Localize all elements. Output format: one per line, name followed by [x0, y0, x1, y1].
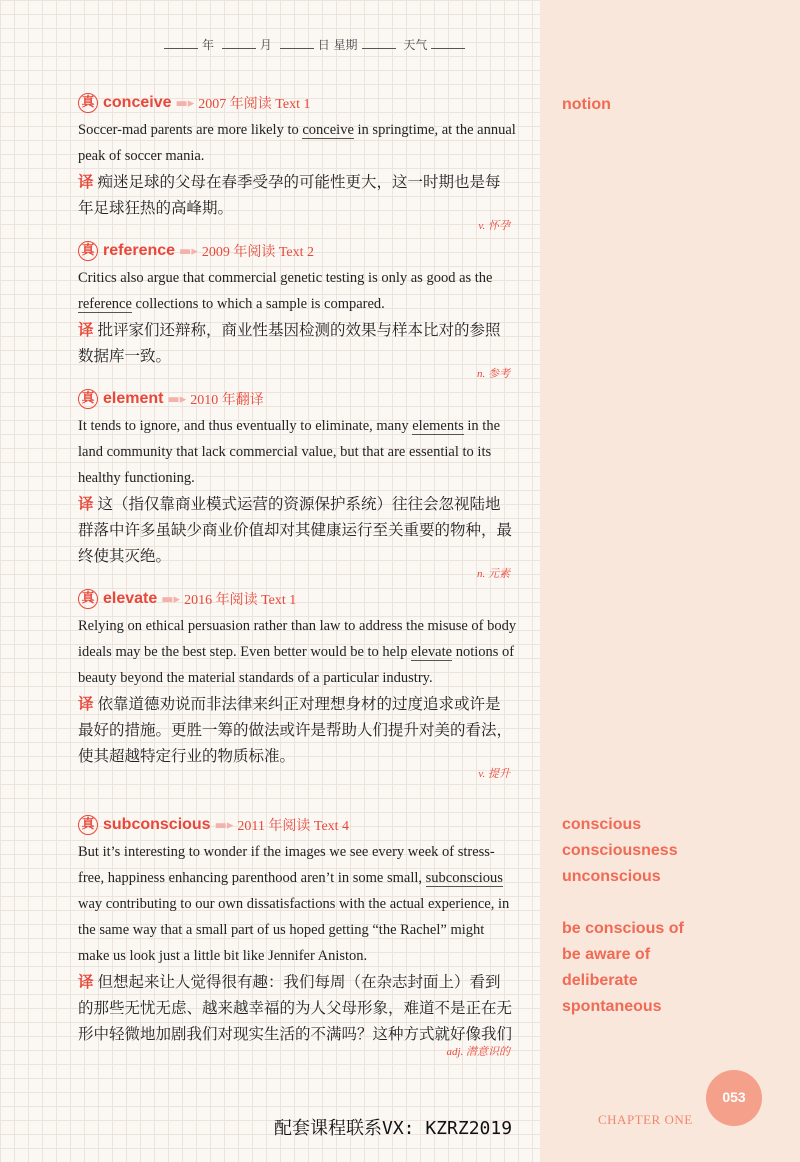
exam-tag-icon: 真	[78, 389, 98, 409]
word-entry	[78, 814, 518, 1059]
translate-label: 译	[78, 321, 94, 339]
entry-word: element	[103, 390, 164, 407]
highlighted-word: elevate	[411, 644, 453, 660]
translate-label: 译	[78, 973, 94, 991]
part-of-speech-gloss: n. 元素	[477, 568, 510, 580]
part-of-speech-gloss: adj. 潜意识的	[446, 1046, 510, 1058]
arrow-icon: ▬▸	[214, 817, 234, 833]
exam-tag-icon: 真	[78, 589, 98, 609]
entry-source: 2016 年阅读 Text 1	[184, 593, 297, 608]
translation: 译 批评家们还辩称，商业性基因检测的效果与样本比对的参照数据库一致。	[78, 321, 501, 365]
arrow-icon: ▬▸	[175, 95, 195, 111]
word-entry	[78, 92, 518, 233]
entry-source: 2009 年阅读 Text 2	[201, 245, 315, 260]
highlighted-word: elements	[412, 418, 464, 434]
word-entry	[78, 588, 518, 781]
highlighted-word: reference	[78, 296, 132, 312]
part-of-speech-gloss: n. 参考	[477, 368, 510, 380]
entry-word: reference	[103, 242, 176, 259]
translate-label: 译	[78, 495, 94, 513]
translate-label: 译	[78, 695, 94, 713]
entry-word: conceive	[103, 94, 172, 111]
example-sentence: Critics also argue that commercial genetic testing is only as good as the reference collections to which a sample is compared.	[78, 270, 493, 312]
related-word: spontaneous	[562, 998, 662, 1015]
related-group-1	[562, 812, 678, 890]
exam-tag-icon: 真	[78, 93, 98, 113]
entry-source: 2007 年阅读 Text 1	[198, 97, 311, 112]
entry-source: 2011 年阅读 Text 4	[237, 819, 350, 834]
exam-tag-icon: 真	[78, 815, 98, 835]
related-word: consciousness	[562, 842, 678, 859]
highlighted-word: conceive	[302, 122, 354, 138]
translation: 译 但想起来让人觉得很有趣：我们每周（在杂志封面上）看到的那些无忧无虑、越来越幸福的为人父母形象，难道不是正在无形中轻微地加剧我们对现实生活的不满吗？这种方式就好像我们	[78, 973, 513, 1043]
related-word: conscious	[562, 816, 642, 833]
related-group-2	[562, 916, 684, 1020]
related-word: unconscious	[562, 868, 661, 885]
arrow-icon: ▬▸	[167, 391, 187, 407]
part-of-speech-gloss: v. 怀孕	[478, 220, 510, 232]
date-line: 年 月 日 星期 天气	[160, 36, 469, 53]
translation: 译 依靠道德劝说而非法律来纠正对理想身材的过度追求或许是最好的措施。更胜一筹的做法或许是帮助人们提升对美的看法，使其超越特定行业的物质标准。	[78, 695, 513, 765]
page-number-badge: 053	[706, 1070, 762, 1126]
related-word: be conscious of	[562, 920, 684, 937]
highlighted-word: subconscious	[425, 870, 503, 886]
example-sentence: Soccer-mad parents are more likely to conceive in springtime, at the annual peak of soccer mania.	[78, 122, 516, 164]
part-of-speech-gloss: v. 提升	[478, 768, 510, 780]
translation: 译 痴迷足球的父母在春季受孕的可能性更大，这一时期也是每年足球狂热的高峰期。	[78, 173, 501, 217]
example-sentence: But it’s interesting to wonder if the images we see every week of stress-free, happiness enhancing parenthood aren’t in some small, subconscious way contributing to our own dissatisfactions with the actual experience, in the same way that a small part of us hoped getting “the Rachel” might make us look just a little bit like Jennifer Aniston.	[78, 844, 510, 964]
word-entry	[78, 240, 518, 381]
related-word: deliberate	[562, 972, 638, 989]
entry-word: subconscious	[103, 816, 211, 833]
example-sentence: It tends to ignore, and thus eventually to eliminate, many elements in the land community that lack commercial value, but that are essential to its healthy functioning.	[78, 418, 501, 486]
exam-tag-icon: 真	[78, 241, 98, 261]
related-word: be aware of	[562, 946, 651, 963]
footer-contact: 配套课程联系VX: KZRZ2019	[274, 1118, 513, 1139]
example-sentence: Relying on ethical persuasion rather than law to address the misuse of body ideals may be the best step. Even better would be to help elevate notions of beauty beyond the material standards of a particular industry.	[78, 618, 517, 686]
translate-label: 译	[78, 173, 94, 191]
related-notion: notion	[562, 96, 611, 113]
entry-source: 2010 年翻译	[190, 393, 264, 408]
entry-word: elevate	[103, 590, 158, 607]
arrow-icon: ▬▸	[179, 243, 198, 259]
arrow-icon: ▬▸	[161, 591, 181, 607]
chapter-label: CHAPTER ONE	[598, 1112, 693, 1127]
word-entry	[78, 388, 518, 581]
translation: 译 这（指仅靠商业模式运营的资源保护系统）往往会忽视陆地群落中许多虽缺少商业价值却对其健康运行至关重要的物种，最终使其灭绝。	[78, 495, 513, 565]
